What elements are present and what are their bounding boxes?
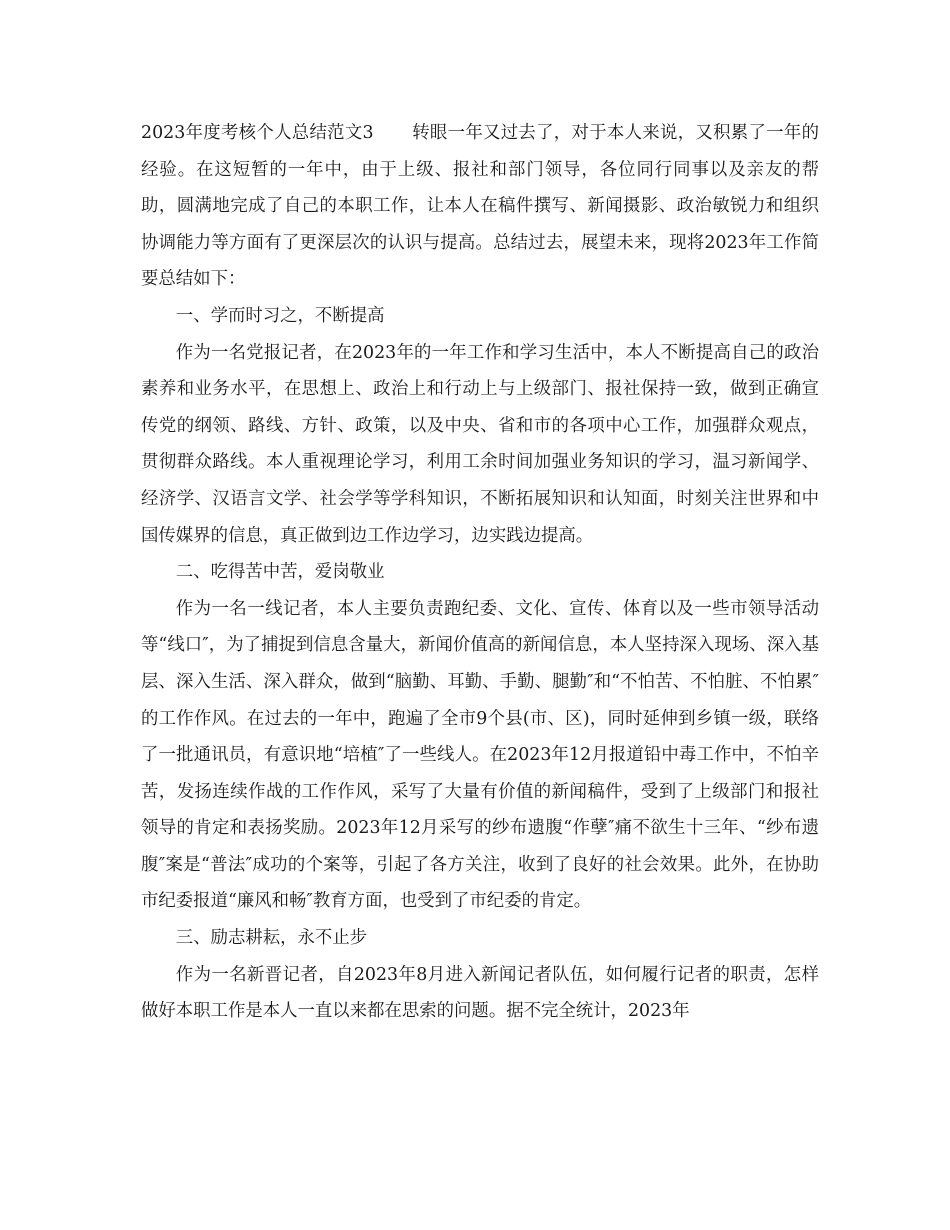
document-title: 2023年度考核个人总结范文3 (141, 123, 374, 143)
section-body-3: 作为一名新晋记者，自2023年8月进入新闻记者队伍，如何履行记者的职责，怎样做好本职工作是本人一直以来都在思索的问题。据不完全统计，2023年 (141, 964, 819, 1022)
section-heading-1: 一、学而时习之，不断提高 (175, 305, 385, 326)
intro-text: 转眼一年又过去了，对于本人来说，又积累了一年的经验。在这短暂的一年中，由于上级、报社和部门领导，各位同行同事以及亲友的帮助，圆满地完成了自己的本职工作，让本人在稿件撰写、新闻摄影、政治敏锐力和组织协调能力等方面有了更深层次的认识与提高。总结过去，展望未来，现将2023年工作简要总结如下： (141, 123, 819, 290)
intro-paragraph (141, 115, 819, 298)
section-body-2: 作为一名一线记者，本人主要负责跑纪委、文化、宣传、体育以及一些市领导活动等“线口″，为了捕捉到信息含量大，新闻价值高的新闻信息，本人坚持深入现场、深入基层、深入生活、深入群众，做到“脑勤、耳勤、手勤、腿勤″和“不怕苦、不怕脏、不怕累″的工作作风。在过去的一年中，跑遍了全市9个县(市、区)，同时延伸到乡镇一级，联络了一批通讯员，有意识地“培植″了一些线人。在2023年12月报道铅中毒工作中，不怕辛苦，发扬连续作战的工作作风，采写了大量有价值的新闻稿件，受到了上级部门和报社领导的肯定和表扬奖励。2023年12月采写的纱布遗腹“作孽″痛不欲生十三年、“纱布遗腹″案是“普法″成功的个案等，引起了各方关注，收到了良好的社会效果。此外，在协助市纪委报道“廉风和畅″教育方面，也受到了市纪委的肯定。 (141, 598, 819, 912)
section-body-1: 作为一名党报记者，在2023年的一年工作和学习生活中，本人不断提高自己的政治素养和业务水平，在思想上、政治上和行动上与上级部门、报社保持一致，做到正确宣传党的纲领、路线、方针、政策，以及中央、省和市的各项中心工作，加强群众观点，贯彻群众路线。本人重视理论学习，利用工余时间加强业务知识的学习，温习新闻学、经济学、汉语言文学、社会学等学科知识，不断拓展知识和认知面，时刻关注世界和中国传媒界的信息，真正做到边工作边学习，边实践边提高。 (141, 342, 819, 546)
section-heading-3: 三、励志耕耘，永不止步 (175, 928, 368, 949)
section-heading-2: 二、吃得苦中苦，爱岗敬业 (175, 562, 385, 583)
document-body (141, 115, 819, 1030)
